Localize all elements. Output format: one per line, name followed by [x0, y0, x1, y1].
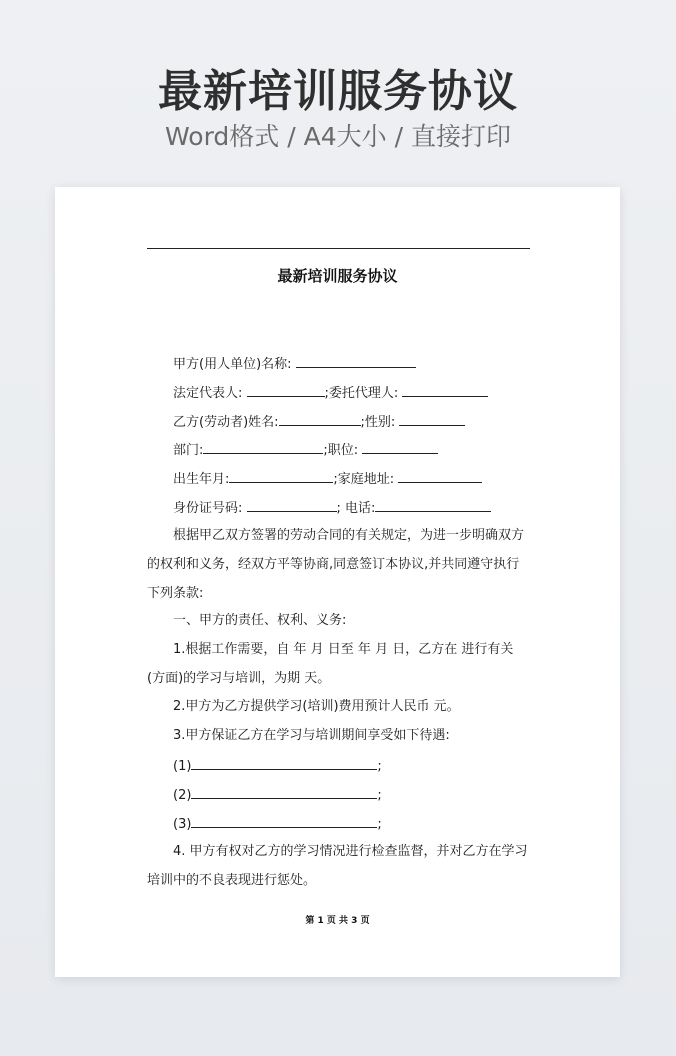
birth-line	[173, 469, 482, 489]
clause-4: 4. 甲方有权对乙方的学习情况进行检查监督，并对乙方在学习培训中的不良表现进行惩处。	[147, 844, 528, 888]
clause-1: 1.根据工作需要，自 年 月 日至 年 月 日，乙方在 进行有关(方面)的学习与培训，为期 天。	[147, 642, 514, 686]
benefit-3-label: (3)	[173, 817, 192, 832]
benefit-1-label: (1)	[173, 759, 192, 774]
id-label: 身份证号码:	[173, 501, 243, 516]
birth-blank	[229, 469, 333, 483]
legal-rep-label: 法定代表人:	[173, 386, 243, 401]
party-b-name-blank	[279, 412, 361, 426]
party-b-name-label: 乙方(劳动者)姓名:	[173, 415, 279, 430]
clause-2: 2.甲方为乙方提供学习(培训)费用预计人民币 元。	[173, 699, 460, 714]
phone-blank	[375, 498, 491, 512]
banner-title: 最新培训服务协议	[158, 66, 518, 117]
benefit-2-line	[173, 785, 382, 805]
page-number: 第 1 页 共 3 页	[305, 916, 370, 926]
position-label: ;职位:	[323, 443, 359, 458]
address-label: ;家庭地址:	[333, 472, 395, 487]
benefit-1-end: ;	[377, 759, 382, 774]
position-blank	[362, 440, 438, 454]
document-page	[55, 187, 620, 977]
agent-blank	[402, 383, 488, 397]
id-line	[173, 498, 491, 518]
party-a-name-line	[173, 354, 416, 374]
benefit-1-blank	[191, 756, 377, 770]
gender-label: ;性别:	[360, 415, 396, 430]
id-blank	[247, 498, 337, 512]
benefit-3-line	[173, 814, 382, 834]
intro-paragraph: 根据甲乙双方签署的劳动合同的有关规定，为进一步明确双方的权利和义务，经双方平等协商,同意签订本协议,并共同遵守执行下列条款:	[147, 528, 525, 601]
document-title: 最新培训服务协议	[277, 267, 398, 285]
clause-3: 3.甲方保证乙方在学习与培训期间享受如下待遇:	[173, 728, 450, 743]
dept-label: 部门:	[173, 443, 204, 458]
benefit-2-label: (2)	[173, 788, 192, 803]
dept-blank	[203, 440, 323, 454]
benefit-3-blank	[191, 814, 377, 828]
birth-label: 出生年月:	[173, 472, 230, 487]
header-rule	[147, 248, 530, 249]
benefit-3-end: ;	[377, 817, 382, 832]
dept-line	[173, 440, 438, 460]
benefit-1-line	[173, 756, 382, 776]
party-a-name-label: 甲方(用人单位)名称:	[173, 357, 292, 372]
benefit-2-blank	[191, 785, 377, 799]
section-1-heading: 一、甲方的责任、权利、义务:	[173, 613, 347, 628]
agent-label: ;委托代理人:	[324, 386, 399, 401]
phone-label: ; 电话:	[336, 501, 376, 516]
party-a-name-blank	[296, 354, 416, 368]
party-b-name-line	[173, 412, 465, 432]
address-blank	[398, 469, 482, 483]
legal-rep-line	[173, 383, 488, 403]
benefit-2-end: ;	[377, 788, 382, 803]
legal-rep-blank	[247, 383, 325, 397]
banner-subtitle: Word格式 / A4大小 / 直接打印	[165, 122, 511, 151]
gender-blank	[399, 412, 465, 426]
